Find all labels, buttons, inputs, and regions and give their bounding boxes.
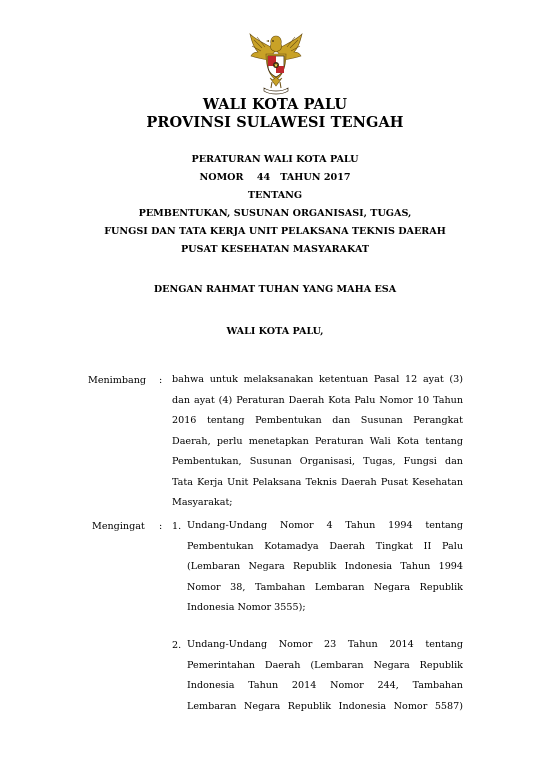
item-line: Pemerintahan Daerah (Lembaran Negara Republik — [187, 659, 463, 671]
province-title: PROVINSI SULAWESI TENGAH — [146, 114, 404, 131]
mengingat-colon: : — [159, 521, 163, 532]
city-title: WALI KOTA PALU — [202, 96, 348, 113]
item-line: Indonesia Nomor 3555); — [187, 602, 306, 613]
item-number: 1. — [172, 521, 182, 532]
menimbang-label: Menimbang — [88, 375, 147, 386]
regulation-subject-line-2: FUNGSI DAN TATA KERJA UNIT PELAKSANA TEKNIS DAERAH — [104, 226, 446, 237]
menimbang-line: Tata Kerja Unit Pelaksana Teknis Daerah Pusat Kesehatan — [172, 476, 463, 488]
item-number: 2. — [172, 640, 182, 651]
menimbang-line: bahwa untuk melaksanakan ketentuan Pasal 12 ayat (3) — [172, 374, 463, 385]
item-line: (Lembaran Negara Republik Indonesia Tahun 1994 — [187, 561, 463, 572]
item-line: Indonesia Tahun 2014 Nomor 244, Tambahan — [187, 680, 463, 691]
item-line: Undang-Undang Nomor 4 Tahun 1994 tentang — [187, 520, 463, 531]
menimbang-line: Pembentukan, Susunan Organisasi, Tugas, Fungsi dan — [172, 456, 463, 467]
mengingat-item — [187, 516, 463, 619]
item-line: Undang-Undang Nomor 23 Tahun 2014 tentang — [187, 639, 463, 650]
menimbang-colon: : — [159, 375, 163, 386]
menimbang-line: Masyarakat; — [172, 497, 233, 508]
item-line: Pembentukan Kotamadya Daerah Tingkat II Palu — [187, 540, 463, 552]
item-line: Nomor 38, Tambahan Lembaran Negara Republik — [187, 581, 463, 593]
mengingat-item — [187, 635, 463, 717]
mengingat-label: Mengingat — [92, 521, 145, 532]
blessing-line: DENGAN RAHMAT TUHAN YANG MAHA ESA — [153, 284, 397, 295]
item-line: Lembaran Negara Republik Indonesia Nomor 5587) — [187, 700, 463, 712]
issuer-line: WALI KOTA PALU, — [226, 326, 324, 337]
regulation-title: PERATURAN WALI KOTA PALU — [191, 154, 359, 165]
regulation-subject-line-1: PEMBENTUKAN, SUSUNAN ORGANISASI, TUGAS, — [138, 208, 412, 219]
menimbang-line: dan ayat (4) Peraturan Daerah Kota Palu Nomor 10 Tahun — [172, 394, 463, 406]
garuda-pancasila-emblem-icon — [248, 30, 304, 96]
menimbang-line: 2016 tentang Pembentukan dan Susunan Perangkat — [172, 415, 463, 426]
regulation-number: NOMOR 44 TAHUN 2017 — [199, 172, 351, 183]
regulation-subject-line-3: PUSAT KESEHATAN MASYARAKAT — [180, 244, 370, 255]
menimbang-line: Daerah, perlu menetapkan Peraturan Wali Kota tentang — [172, 435, 463, 447]
regulation-about: TENTANG — [247, 190, 303, 201]
menimbang-paragraph — [172, 370, 463, 514]
